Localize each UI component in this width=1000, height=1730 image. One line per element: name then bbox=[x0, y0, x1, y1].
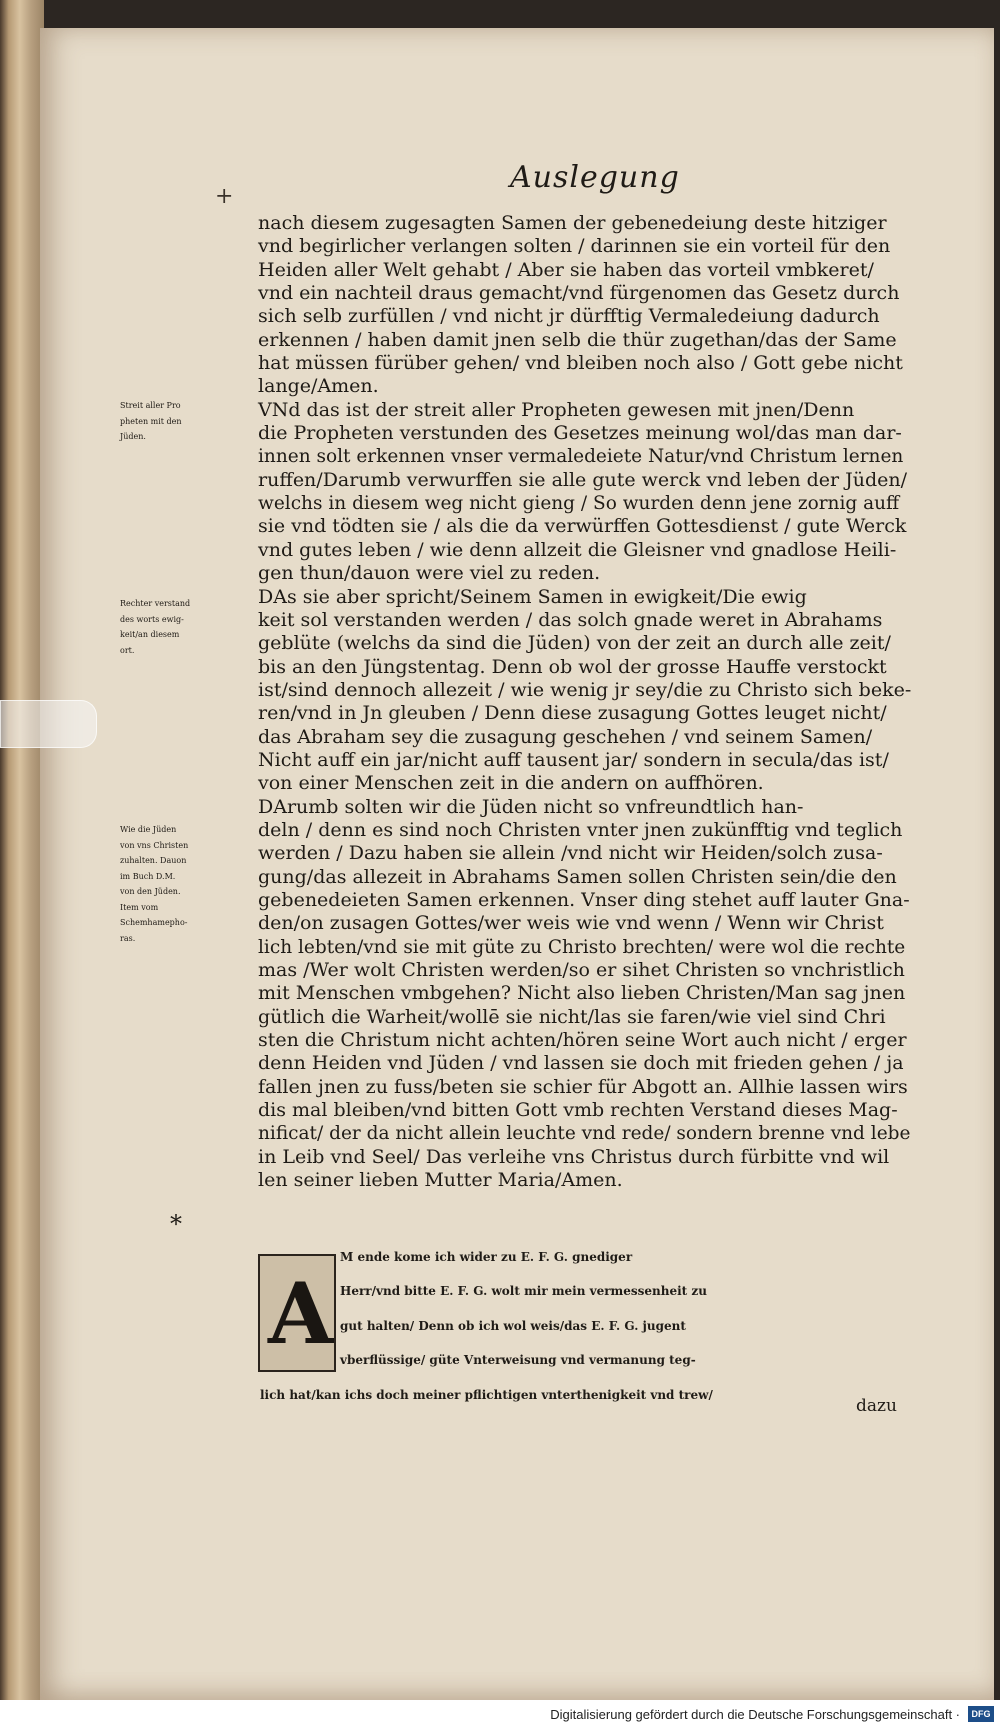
text-line: von einer Menschen zeit in die andern on auffhören. bbox=[258, 772, 764, 795]
text-line: in Leib vnd Seel/ Das verleihe vns Christus durch fürbitte vnd wil bbox=[258, 1145, 890, 1168]
text-line: sten die Christum nicht achten/hören seine Wort auch nicht / erger bbox=[258, 1029, 907, 1052]
page-mark: + bbox=[215, 184, 234, 209]
text-line: erkennen / haben damit jnen selb die thür zugethan/das der Same bbox=[258, 328, 897, 351]
text-line: das Abraham sey die zusagung geschehen / vnd seinem Samen/ bbox=[258, 725, 873, 748]
margin-note-line: von den Jüden. bbox=[120, 887, 181, 896]
text-line: keit sol verstanden werden / das solch gnade weret in Abrahams bbox=[258, 608, 883, 631]
text-line: gebenedeieten Samen erkennen. Vnser ding stehet auff lauter Gna- bbox=[258, 888, 910, 911]
text-line: vnd begirlicher verlangen solten / darinnen sie ein vorteil für den bbox=[258, 235, 891, 258]
running-header: Auslegung bbox=[510, 160, 680, 195]
text-line: lich lebten/vnd sie mit güte zu Christo brechten/ were wol die rechte bbox=[258, 936, 906, 958]
text-line: sich selb zurfüllen / vnd nicht jr dürfftig Vermaledeiung dadurch bbox=[258, 305, 880, 328]
text-line: VNd das ist der streit aller Propheten gewesen mit jnen/Denn bbox=[258, 398, 855, 421]
margin-note-line: Schemhamepho- bbox=[120, 918, 188, 927]
text-line: Heiden aller Welt gehabt / Aber sie haben das vorteil vmbkeret/ bbox=[258, 258, 874, 281]
book-edge bbox=[0, 0, 44, 1730]
text-line: gütlich die Warheit/wollē sie nicht/las sie faren/wie viel sind Chri bbox=[258, 1005, 886, 1028]
text-line: welchs in diesem weg nicht gieng / So wurden denn jene zornig auff bbox=[258, 493, 900, 515]
text-line: lange/Amen. bbox=[258, 375, 379, 398]
dedication-line: M ende kome ich wider zu E. F. G. gnediger bbox=[340, 1250, 633, 1264]
margin-note-line: keit/an diesem bbox=[120, 630, 180, 639]
dedication-line: lich hat/kan ichs doch meiner pflichtigen vnterthenigkeit vnd trew/ bbox=[260, 1387, 713, 1402]
asterisk-mark: * bbox=[170, 1210, 182, 1238]
funding-credit: Digitalisierung gefördert durch die Deutsche Forschungsgemeinschaft · bbox=[550, 1707, 960, 1722]
text-line: vnd ein nachteil draus gemacht/vnd fürgenomen das Gesetz durch bbox=[258, 282, 900, 305]
catchword: dazu bbox=[856, 1396, 897, 1416]
text-line: nach diesem zugesagten Samen der gebenedeiung deste hitziger bbox=[258, 212, 887, 234]
text-line: fallen jnen zu fuss/beten sie schier für Abgott an. Allhie lassen wirs bbox=[258, 1075, 908, 1098]
text-line: gen thun/dauon were viel zu reden. bbox=[258, 562, 601, 585]
initial-letter: A bbox=[268, 1264, 334, 1363]
text-line: mas /Wer wolt Christen werden/so er sihet Christen so vnchristlich bbox=[258, 959, 905, 981]
text-line: ruffen/Darumb verwurffen sie alle gute werck vnd leben der Jüden/ bbox=[258, 468, 908, 491]
dedication-line: gut halten/ Denn ob ich wol weis/das E. F. G. jugent bbox=[340, 1318, 686, 1333]
margin-note-line: Rechter verstand bbox=[120, 599, 191, 608]
margin-note-line: Item vom bbox=[120, 902, 159, 912]
margin-note-line: ort. bbox=[120, 645, 135, 655]
dedication-line: vberflüssige/ güte Vnterweisung vnd vermanung teg- bbox=[340, 1353, 696, 1368]
text-line: den/on zusagen Gottes/wer weis wie vnd wenn / Wenn wir Christ bbox=[258, 912, 884, 935]
margin-note-3 bbox=[120, 822, 256, 946]
margin-note-line: im Buch D.M. bbox=[120, 871, 176, 881]
dedication-line: Herr/vnd bitte E. F. G. wolt mir mein vermessenheit zu bbox=[340, 1284, 707, 1299]
main-text bbox=[258, 212, 913, 1192]
text-line: sie vnd tödten sie / als die da verwürffen Gottesdienst / gute Werck bbox=[258, 515, 907, 538]
margin-note-line: Wie die Jüden bbox=[120, 825, 177, 834]
text-line: innen solt erkennen vnser vermaledeiete Natur/vnd Christum lernen bbox=[258, 446, 904, 468]
text-line: geblüte (welchs da sind die Jüden) von der zeit an durch alle zeit/ bbox=[258, 632, 891, 655]
text-line: die Propheten verstunden des Gesetzes meinung wol/das man dar- bbox=[258, 422, 902, 445]
margin-note-line: von vns Christen bbox=[120, 840, 189, 850]
margin-note-line: Streit aller Pro bbox=[120, 401, 181, 410]
text-line: ren/vnd in Jn gleuben / Denn diese zusagung Gottes leuget nicht/ bbox=[258, 702, 887, 725]
text-line: werden / Dazu haben sie allein /vnd nicht wir Heiden/solch zusa- bbox=[258, 842, 883, 865]
text-line: Nicht auff ein jar/nicht auff tausent jar/ sondern in secula/das ist/ bbox=[258, 748, 889, 771]
decorated-initial bbox=[258, 1254, 336, 1372]
text-line: DArumb solten wir die Jüden nicht so vnfreundtlich han- bbox=[258, 795, 804, 818]
margin-note-line: Jüden. bbox=[120, 432, 146, 441]
text-line: denn Heiden vnd Jüden / vnd lassen sie doch mit frieden gehen / ja bbox=[258, 1052, 904, 1075]
margin-note-1 bbox=[120, 398, 256, 445]
text-line: gung/das allezeit in Abrahams Samen sollen Christen sein/die den bbox=[258, 865, 897, 888]
text-line: vnd gutes leben / wie denn allzeit die Gleisner vnd gnadlose Heili- bbox=[258, 538, 897, 561]
dedication-text bbox=[260, 1240, 920, 1412]
margin-note-line: des worts ewig- bbox=[120, 614, 184, 624]
text-line: deln / denn es sind noch Christen vnter jnen zukünfftig vnd teglich bbox=[258, 818, 903, 841]
text-line: len seiner lieben Mutter Maria/Amen. bbox=[258, 1169, 623, 1192]
bookmark-tab bbox=[0, 700, 97, 748]
margin-note-2 bbox=[120, 596, 256, 658]
text-line: mit Menschen vmbgehen? Nicht also lieben Christen/Man sag jnen bbox=[258, 982, 906, 1005]
text-line: hat müssen fürüber gehen/ vnd bleiben noch also / Gott gebe nicht bbox=[258, 352, 903, 375]
dfg-logo: DFG bbox=[968, 1706, 994, 1722]
text-line: nificat/ der da nicht allein leuchte vnd rede/ sondern brenne vnd lebe bbox=[258, 1123, 911, 1145]
text-line: dis mal bleiben/vnd bitten Gott vmb rechten Verstand dieses Mag- bbox=[258, 1099, 898, 1122]
margin-note-line: pheten mit den bbox=[120, 416, 182, 426]
text-line: ist/sind dennoch allezeit / wie wenig jr sey/die zu Christo sich beke- bbox=[258, 678, 912, 701]
text-line: DAs sie aber spricht/Seinem Samen in ewigkeit/Die ewig bbox=[258, 585, 807, 608]
text-line: bis an den Jüngstentag. Denn ob wol der grosse Hauffe verstockt bbox=[258, 655, 887, 678]
margin-note-line: zuhalten. Dauon bbox=[120, 856, 187, 865]
margin-note-line: ras. bbox=[120, 933, 136, 943]
